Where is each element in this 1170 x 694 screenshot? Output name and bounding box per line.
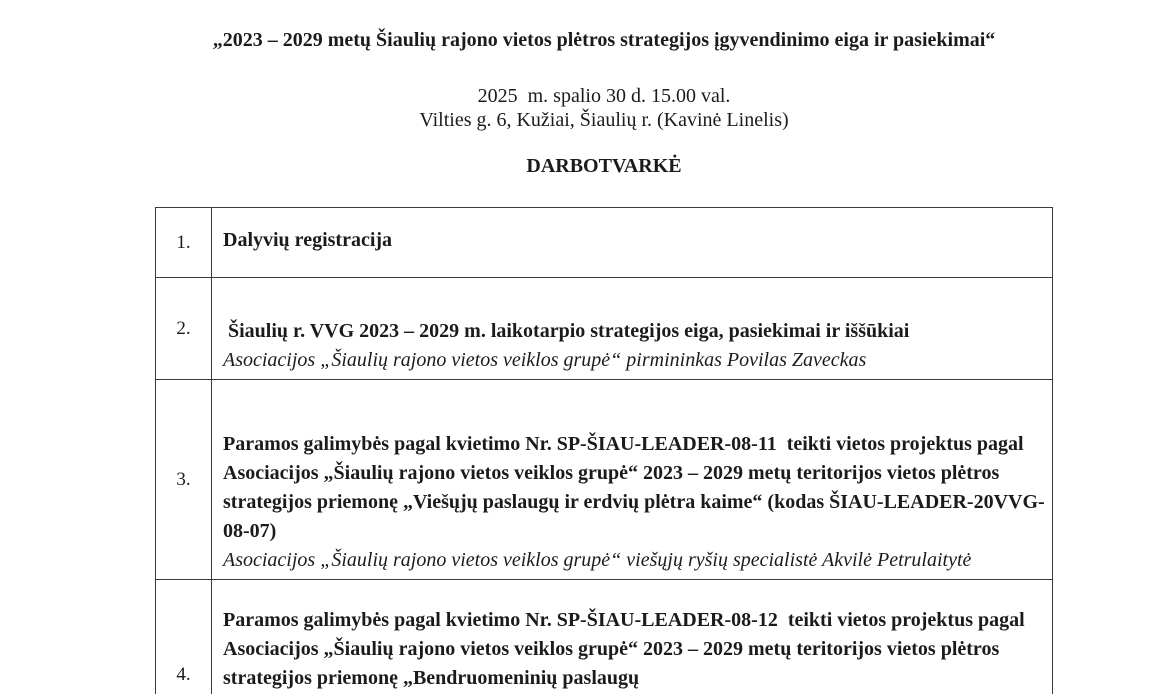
row-topic — [212, 380, 1053, 580]
row-number: 1. — [156, 208, 212, 278]
row-topic — [212, 278, 1053, 380]
row-number: 4. — [156, 580, 212, 694]
agenda-table — [155, 207, 1053, 694]
table-row — [156, 278, 1053, 380]
table-row — [156, 580, 1053, 694]
meeting-location: Vilties g. 6, Kužiai, Šiaulių r. (Kavinė Linelis) — [419, 109, 789, 131]
page-title: „2023 – 2029 metų Šiaulių rajono vietos plėtros strategijos įgyvendinimo eiga ir pasiekimai“ — [212, 29, 996, 51]
agenda-heading: DARBOTVARKĖ — [526, 155, 682, 177]
topic-presenter: Asociacijos „Šiaulių rajono vietos veiklos grupė“ pirmininkas Povilas Zaveckas — [223, 349, 867, 371]
document-content — [155, 0, 1053, 694]
row-number: 3. — [156, 380, 212, 580]
row-topic — [212, 580, 1053, 694]
topic-title: Paramos galimybės pagal kvietimo Nr. SP-ŠIAU-LEADER-08-11 teikti vietos projektus pagal Asociacijos „Šiaulių rajono vietos veiklos grupė“ 2023 – 2029 metų teritorijos vietos plėtros strategijos priemonę „Viešųjų paslaugų ir erdvių plėtra kaime“ (kodas ŠIAU-LEADER-20VVG-08-07) — [223, 433, 1045, 542]
row-number: 2. — [156, 278, 212, 380]
topic-presenter: Asociacijos „Šiaulių rajono vietos veiklos grupė“ viešųjų ryšių specialistė Akvilė Petrulaitytė — [223, 549, 972, 571]
row-topic — [212, 208, 1053, 278]
topic-title: Šiaulių r. VVG 2023 – 2029 m. laikotarpio strategijos eiga, pasiekimai ir iššūkiai — [223, 320, 910, 342]
topic-title: Dalyvių registracija — [223, 229, 393, 251]
meeting-datetime: 2025 m. spalio 30 d. 15.00 val. — [477, 85, 731, 107]
topic-title: Paramos galimybės pagal kvietimo Nr. SP-ŠIAU-LEADER-08-12 teikti vietos projektus pagal Asociacijos „Šiaulių rajono vietos veiklos grupė“ 2023 – 2029 metų teritorijos vietos plėtros strategijos priemonę „Bendruomeninių paslaugų — [223, 609, 1029, 689]
meeting-when-where — [155, 84, 1053, 132]
table-row — [156, 380, 1053, 580]
table-row — [156, 208, 1053, 278]
